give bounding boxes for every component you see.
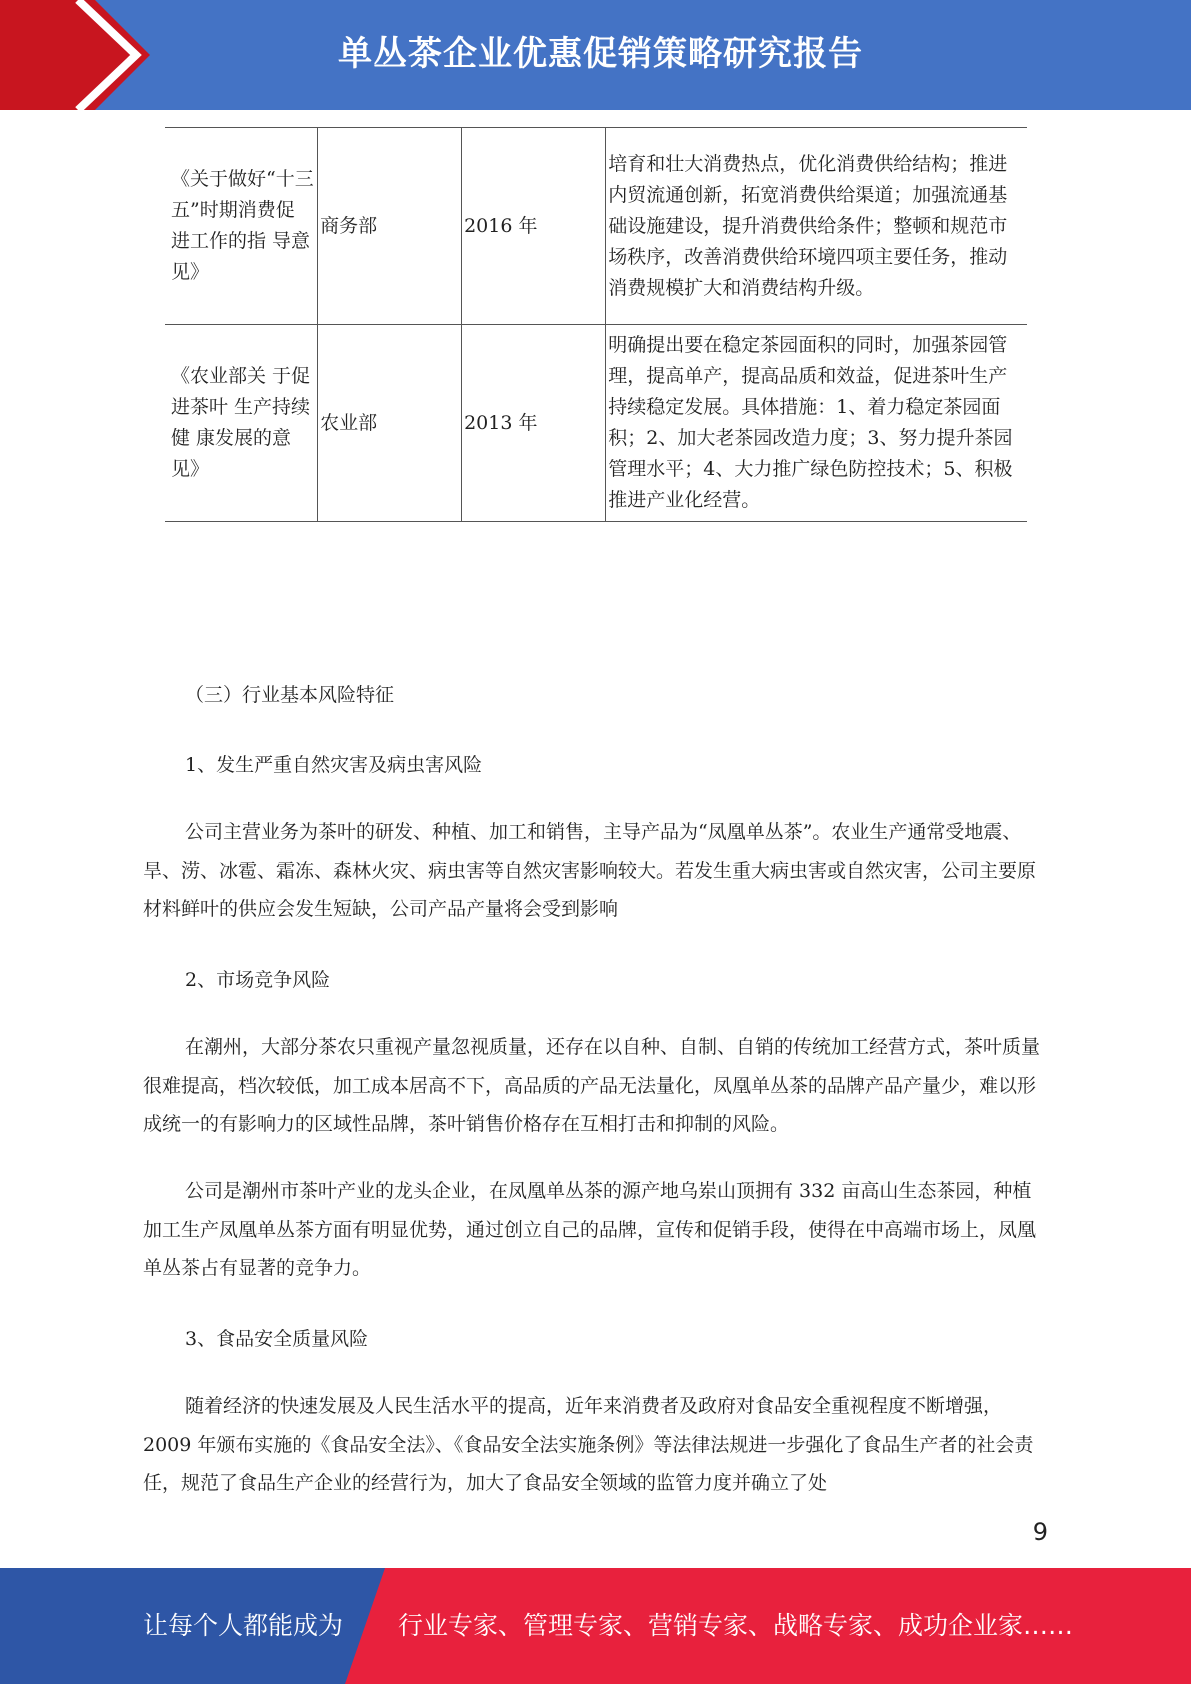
department-cell: 农业部 — [318, 325, 462, 522]
page-number: 9 — [1032, 1518, 1048, 1546]
department-cell: 商务部 — [318, 128, 462, 325]
paragraph-text: 公司主营业务为茶叶的研发、种植、加工和销售，主导产品为“凤凰单丛茶”。农业生产通常受地震、旱、涝、冰雹、霜冻、森林火灾、病虫害等自然灾害影响较大。若发生重大病虫害或自然灾害，公司主要原材料鲜叶的供应会发生短缺，公司产品产量将会受到影响 — [143, 821, 1037, 920]
table-row — [165, 325, 1027, 522]
risk1-title: 1、发生严重自然灾害及病虫害风险 — [185, 754, 483, 776]
policy-name-cell: 《关于做好“十三五”时期消费促 进工作的指 导意见》 — [165, 128, 318, 325]
content-cell: 培育和壮大消费热点，优化消费供给结构；推进内贸流通创新，拓宽消费供给渠道；加强流通基础设施建设，提升消费供给条件；整顿和规范市场秩序，改善消费供给环境四项主要任务，推动消费规模扩大和消费结构升级。 — [606, 128, 1027, 325]
policy-table — [165, 127, 1027, 522]
risk3-paragraph — [143, 1387, 1048, 1503]
policy-name-cell: 《农业部关 于促进茶叶 生产持续健 康发展的意 见》 — [165, 325, 318, 522]
risk3-title: 3、食品安全质量风险 — [185, 1328, 369, 1350]
content-cell: 明确提出要在稳定茶园面积的同时，加强茶园管理，提高单产，提高品质和效益，促进茶叶生产持续稳定发展。具体措施：1、着力稳定茶园面积；2、加大老茶园改造力度；3、努力提升茶园管理水平；4、大力推广绿色防控技术；5、积极推进产业化经营。 — [606, 325, 1027, 522]
paragraph-text: 随着经济的快速发展及人民生活水平的提高，近年来消费者及政府对食品安全重视程度不断增强，2009 年颁布实施的《食品安全法》、《食品安全法实施条例》等法律法规进一步强化了食品生产者的社会责任，规范了食品生产企业的经营行为，加大了食品安全领域的监管力度并确立了处 — [143, 1395, 1034, 1494]
table-row — [165, 128, 1027, 325]
year-cell: 2016 年 — [462, 128, 606, 325]
paragraph-text: 公司是潮州市茶叶产业的龙头企业，在凤凰单丛茶的源产地乌岽山顶拥有 332 亩高山生态茶园，种植加工生产凤凰单丛茶方面有明显优势，通过创立自己的品牌，宣传和促销手段，使得在中高端市场上，凤凰单丛茶占有显著的竞争力。 — [143, 1180, 1037, 1279]
page-footer — [0, 1568, 1191, 1684]
risk2-paragraph-1 — [143, 1028, 1048, 1144]
risk2-title: 2、市场竞争风险 — [185, 969, 331, 991]
paragraph-text: 在潮州，大部分茶农只重视产量忽视质量，还存在以自种、自制、自销的传统加工经营方式，茶叶质量很难提高，档次较低，加工成本居高不下，高品质的产品无法量化，凤凰单丛茶的品牌产品产量少，难以形成统一的有影响力的区域性品牌，茶叶销售价格存在互相打击和抑制的风险。 — [143, 1036, 1041, 1135]
section-heading: （三）行业基本风险特征 — [185, 684, 395, 706]
year-cell: 2013 年 — [462, 325, 606, 522]
risk2-paragraph-2 — [143, 1172, 1048, 1288]
footer-slogan-left: 让每个人都能成为 — [143, 1611, 344, 1640]
footer-slogan-right: 行业专家、管理专家、营销专家、战略专家、成功企业家…… — [398, 1611, 1074, 1640]
risk1-paragraph — [143, 813, 1048, 929]
page-header — [0, 0, 1191, 110]
header-title: 单丛茶企业优惠促销策略研究报告 — [338, 34, 863, 74]
